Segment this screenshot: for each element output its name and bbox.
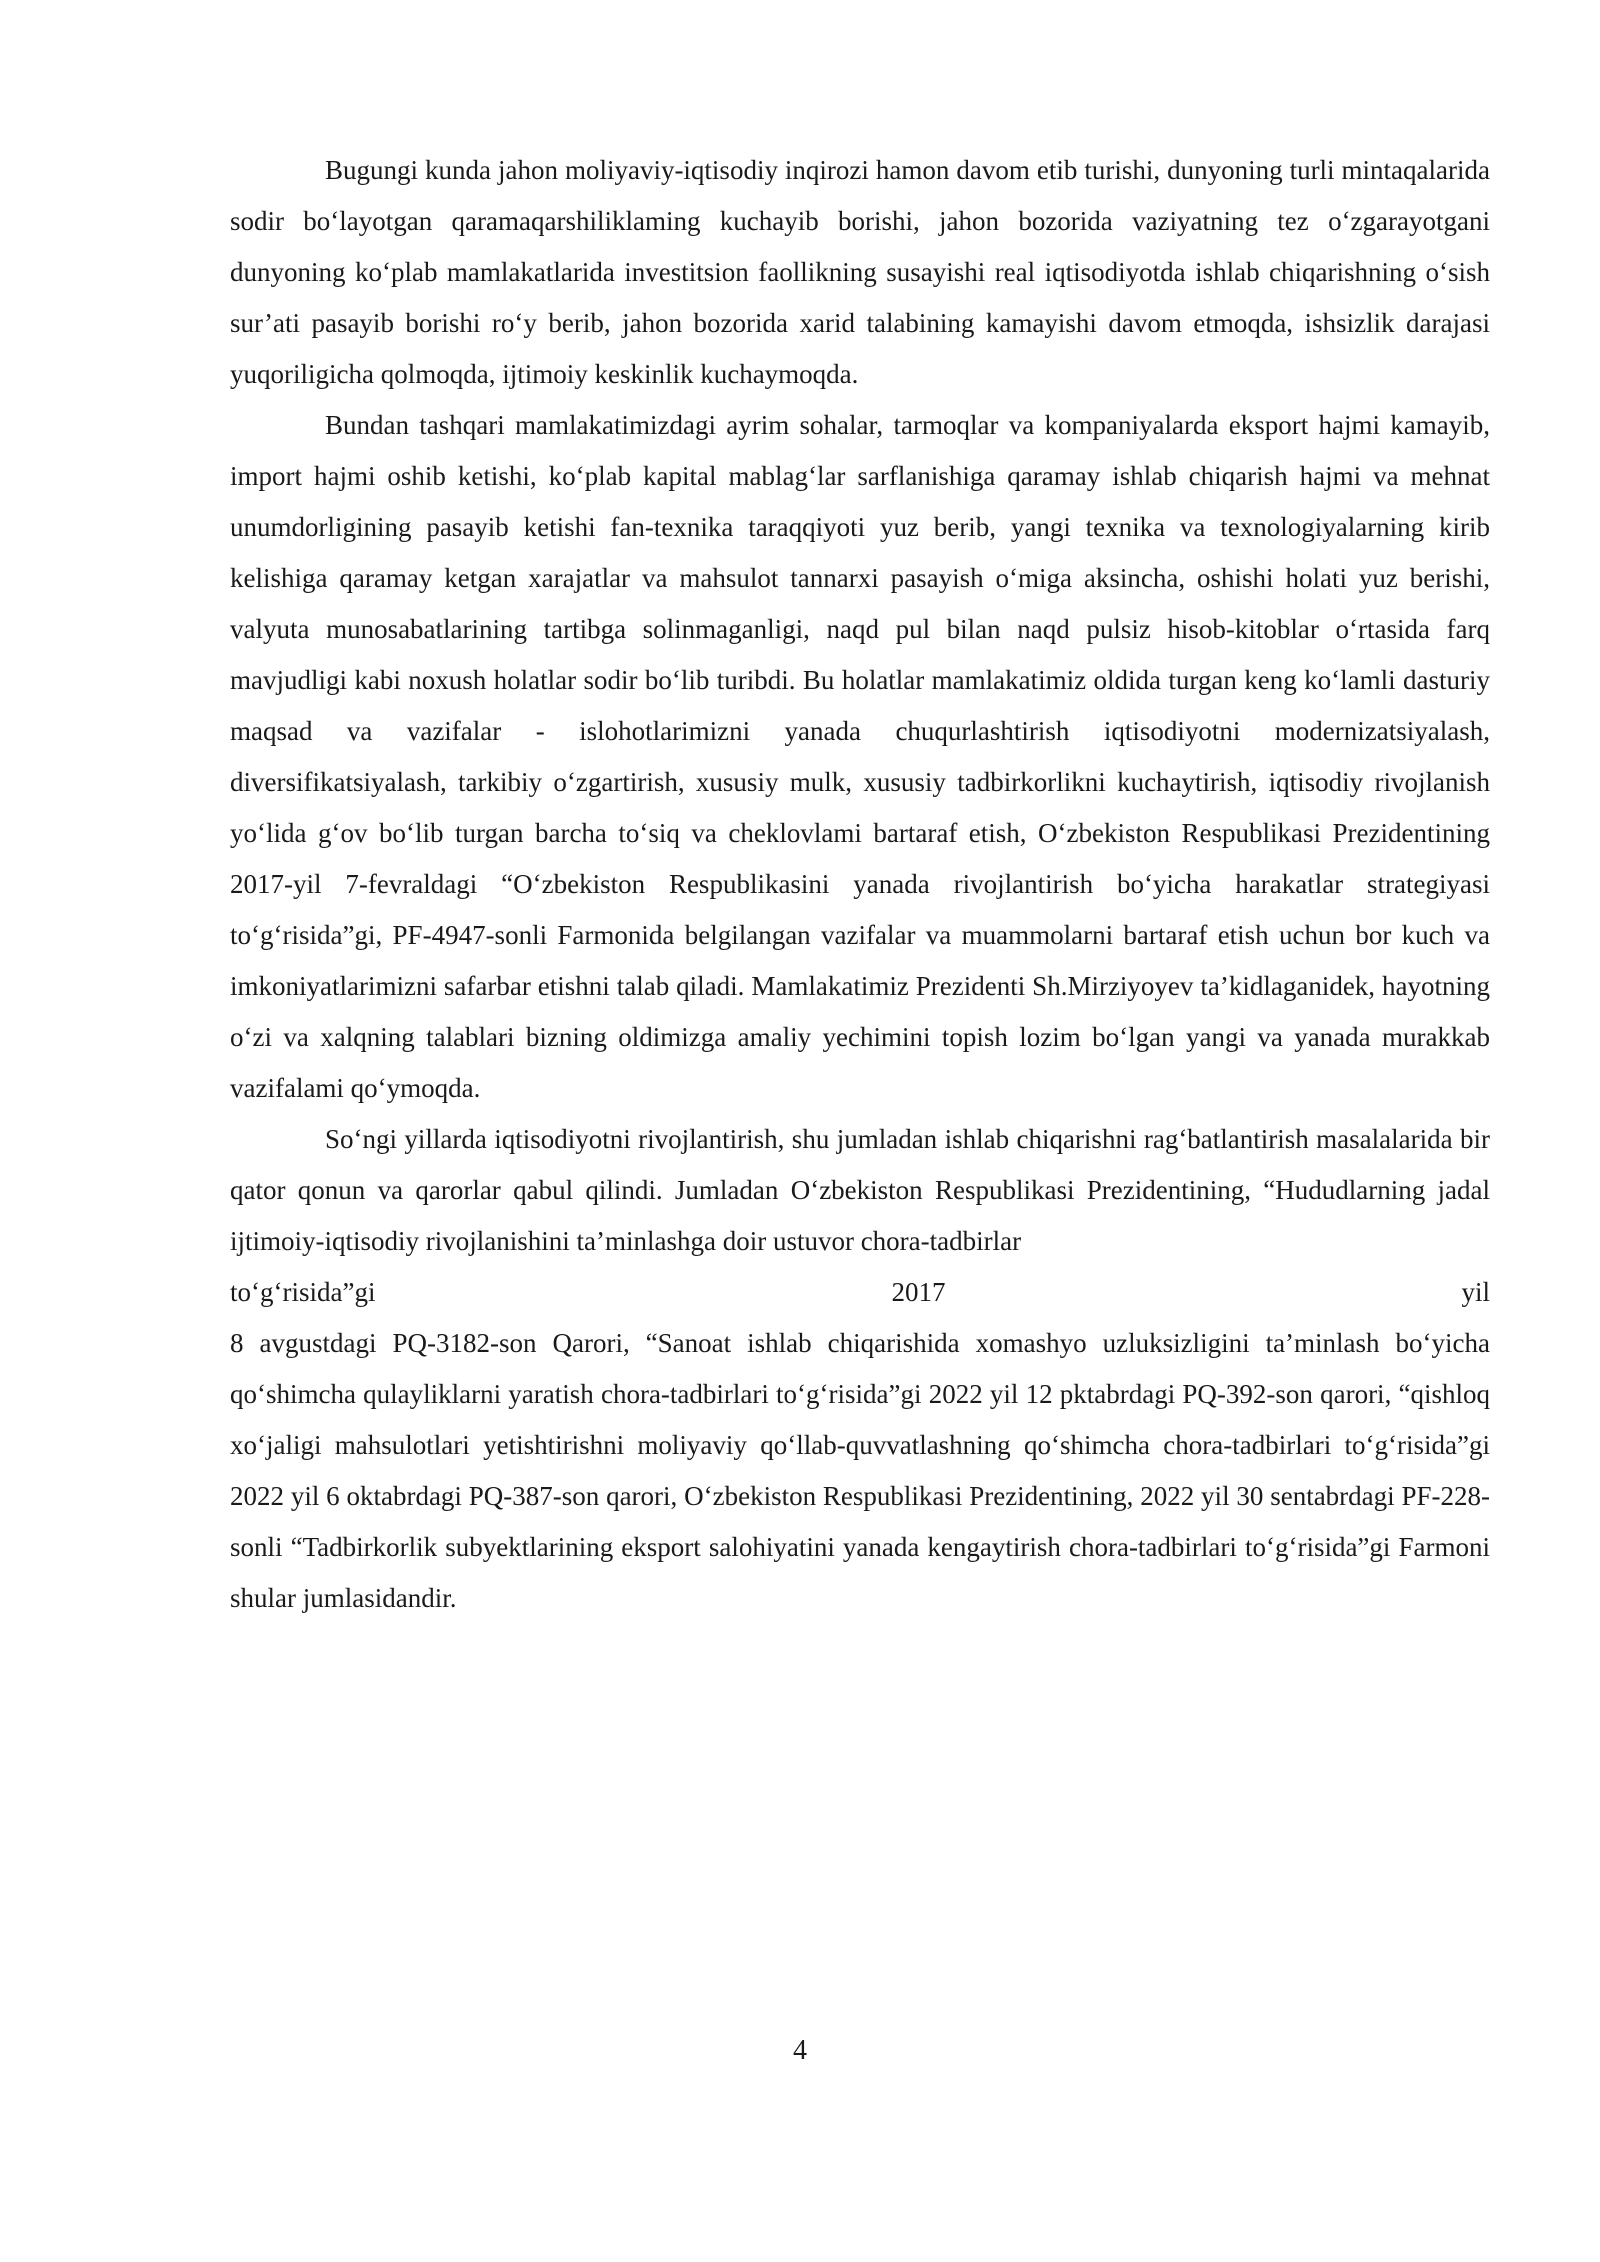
document-body bbox=[230, 145, 1490, 1624]
page-number: 4 bbox=[793, 2035, 807, 2066]
paragraph-3 bbox=[230, 1114, 1490, 1624]
paragraph-3-part-a: So‘ngi yillarda iqtisodiyotni rivojlantirish, shu jumladan ishlab chiqarishni rag‘batlantirish masalalarida bir qator qonun va qarorlar qabul qilindi. Jumladan O‘zbekiston Respublikasi Prezidentining, “Hududlarning jadal ijtimoiy-iqtisodiy rivojlanishini ta’minlashga doir ustuvor chora-tadbirlar bbox=[230, 1124, 1490, 1256]
paragraph-2: Bundan tashqari mamlakatimizdagi ayrim sohalar, tarmoqlar va kompaniyalarda eksport hajmi kamayib, import hajmi oshib ketishi, ko‘plab kapital mablag‘lar sarflanishiga qaramay ishlab chiqarish hajmi va mehnat unumdorligining pasayib ketishi fan-texnika taraqqiyoti yuz berib, yangi texnika va texnologiyalarning kirib kelishiga qaramay ketgan xarajatlar va mahsulot tannarxi pasayish o‘miga aksincha, oshishi holati yuz berishi, valyuta munosabatlarining tartibga solinmaganligi, naqd pul bilan naqd pulsiz hisob-kitoblar o‘rtasida farq mavjudligi kabi noxush holatlar sodir bo‘lib turibdi. Bu holatlar mamlakatimiz oldida turgan keng ko‘lamli dasturiy maqsad va vazifalar - islohotlarimizni yanada chuqurlashtirish iqtisodiyotni modernizatsiyalash, diversifikatsiyalash, tarkibiy o‘zgartirish, xususiy mulk, xususiy tadbirkorlikni kuchaytirish, iqtisodiy rivojlanish yo‘lida g‘ov bo‘lib turgan barcha to‘siq va cheklovlami bartaraf etish, O‘zbekiston Respublikasi Prezidentining 2017-yil 7-fevraldagi “O‘zbekiston Respublikasini yanada rivojlantirish bo‘yicha harakatlar strategiyasi to‘g‘risida”gi, PF-4947-sonli Farmonida belgilangan vazifalar va muammolarni bartaraf etish uchun bor kuch va imkoniyatlarimizni safarbar etishni talab qiladi. Mamlakatimiz Prezidenti Sh.Mirziyoyev ta’kidlaganidek, hayotning o‘zi va xalqning talablari bizning oldimizga amaliy yechimini topish lozim bo‘lgan yangi va yanada murakkab vazifalami qo‘ymoqda. bbox=[230, 410, 1490, 1103]
paragraph-3-part-c: 8 avgustdagi PQ-3182-son Qarori, “Sanoat ishlab chiqarishida xomashyo uzluksizligini ta’minlash bo‘yicha qo‘shimcha qulayliklarni yaratish chora-tadbirlari to‘g‘risida”gi 2022 yil 12 pktabrdagi PQ-392-son qarori, “qishloq xo‘jaligi mahsulotlari yetishtirishni moliyaviy qo‘llab-quvvatlashning qo‘shimcha chora-tadbirlari to‘g‘risida”gi 2022 yil 6 oktabrdagi PQ-387-son qarori, O‘zbekiston Respublikasi Prezidentining, 2022 yil 30 sentabrdagi PF-228-sonli “Tadbirkorlik subyektlarining eksport salohiyatini yanada kengaytirish chora-tadbirlari to‘g‘risida”gi Farmoni shular jumlasidandir. bbox=[230, 1328, 1490, 1613]
paragraph-1: Bugungi kunda jahon moliyaviy-iqtisodiy inqirozi hamon davom etib turishi, dunyoning turli mintaqalarida sodir bo‘layotgan qaramaqarshiliklaming kuchayib borishi, jahon bozorida vaziyatning tez o‘zgarayotgani dunyoning ko‘plab mamlakatlarida investitsion faollikning susayishi real iqtisodiyotda ishlab chiqarishning o‘sish sur’ati pasayib borishi ro‘y berib, jahon bozorida xarid talabining kamayishi davom etmoqda, ishsizlik darajasi yuqoriligicha qolmoqda, ijtimoiy keskinlik kuchaymoqda. bbox=[230, 155, 1490, 389]
paragraph-3-part-b: to‘g‘risida”gi 2017 yil bbox=[230, 1277, 1490, 1307]
